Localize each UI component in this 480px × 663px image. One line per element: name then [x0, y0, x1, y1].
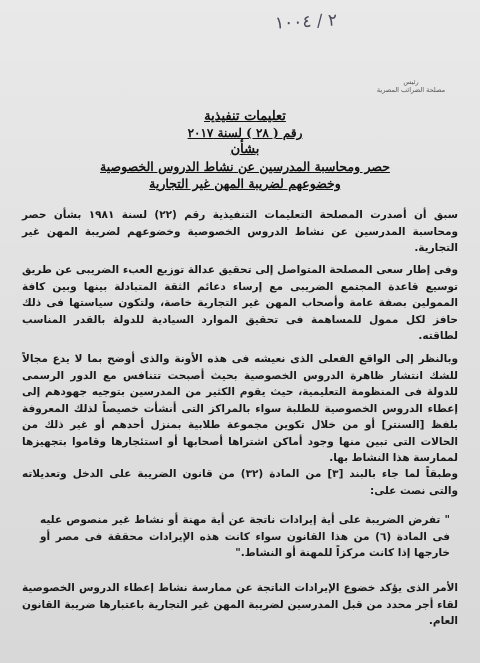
quoted-law-text: " تفرض الضريبة على أية إيرادات ناتجة عن أية مهنة أو نشاط غير منصوص عليه فى المادة (٦) من هذا القانون سواء كانت هذه الإيرادات محققة فى مصر أو خارجها إذا كانت مركزاً للمهنة أو النشاط." — [40, 514, 451, 559]
heading-regarding: بشأن — [230, 142, 260, 157]
letterhead-title: رئيس — [403, 78, 419, 86]
heading-number: رقم ( ٢٨ ) لسنة ٢٠١٧ — [187, 126, 303, 140]
paragraph-previous-instructions: سبق أن أصدرت المصلحة التعليمات التنفيذية رقم (٢٢) لسنة ١٩٨١ بشأن حصر ومحاسبة المدرسين عن نشاط الدروس الخصوصية وخضوعهم لضريبة المهن غير التجارية. — [22, 209, 458, 254]
paragraph-tax-fairness: وفى إطار سعى المصلحة المتواصل إلى تحقيق عدالة توزيع العبء الضريبى عن طريق توسيع قاعدة المجتمع الضريبى مع إرساء دعائم الثقة المتبادلة بينها وبين كافة الممولين بصفة عامة وأصحاب المهن غير التجارية خاصة، ولتكون سياستها فى ذلك حافز لكل ممول للمساهمة فى تحقيق الموارد السيادية للدولة بالقدر المناسب لطاقته. — [22, 264, 458, 342]
document-heading — [100, 108, 390, 192]
paragraph-private-lessons-reality: وبالنظر إلى الواقع الفعلى الذى نعيشه فى هذه الأونة والذى أوضح بما لا يدع مجالاً للشك انتشار ظاهرة الدروس الخصوصية بحيث أصبحت تتنافس مع الدور الرسمى للدولة فى المنظومة التعليمية، حيث يقوم الكثير من المدرسين بتوجيه جهودهم إلى إعطاء الدروس الخصوصية للطلبة سواء بالمراكز التى أنشأت خصيصاً لذلك المعروفة بلفظ [السنتر] أو من خلال تكوين مجموعة طلابية بمنزل أحدهم أو غير ذلك من الحالات التى تبين منها وجود أماكن اشتراها أصحابها أو استئجارها وقاموا بتجهيزها لممارسة هذا النشاط بها. — [22, 353, 458, 464]
heading-subject-line2: وخضوعهم لضريبة المهن غير التجارية — [149, 176, 341, 191]
heading-title: تعليمات تنفيذية — [204, 109, 286, 124]
letterhead-authority: مصلحة الضرائب المصرية — [376, 86, 446, 94]
paragraph-legal-basis: وطبقاً لما جاء بالبند [٣] من المادة (٣٢) من قانون الضريبة على الدخل وتعديلاته والتى نصت على: — [22, 468, 458, 497]
handwritten-reference-number: ٢ / ١٠٠٤ — [274, 10, 338, 34]
paragraph-conclusion: الأمر الذى يؤكد خضوع الإيرادات الناتجة عن ممارسة نشاط إعطاء الدروس الخصوصية لقاء أجر محدد من قبل المدرسين لضريبة المهن غير التجارية باعتبارها ضريبة القانون العام. — [22, 582, 458, 627]
letterhead — [356, 78, 466, 94]
heading-subject-line1: حصر ومحاسبة المدرسين عن نشاط الدروس الخصوصية — [100, 159, 390, 174]
